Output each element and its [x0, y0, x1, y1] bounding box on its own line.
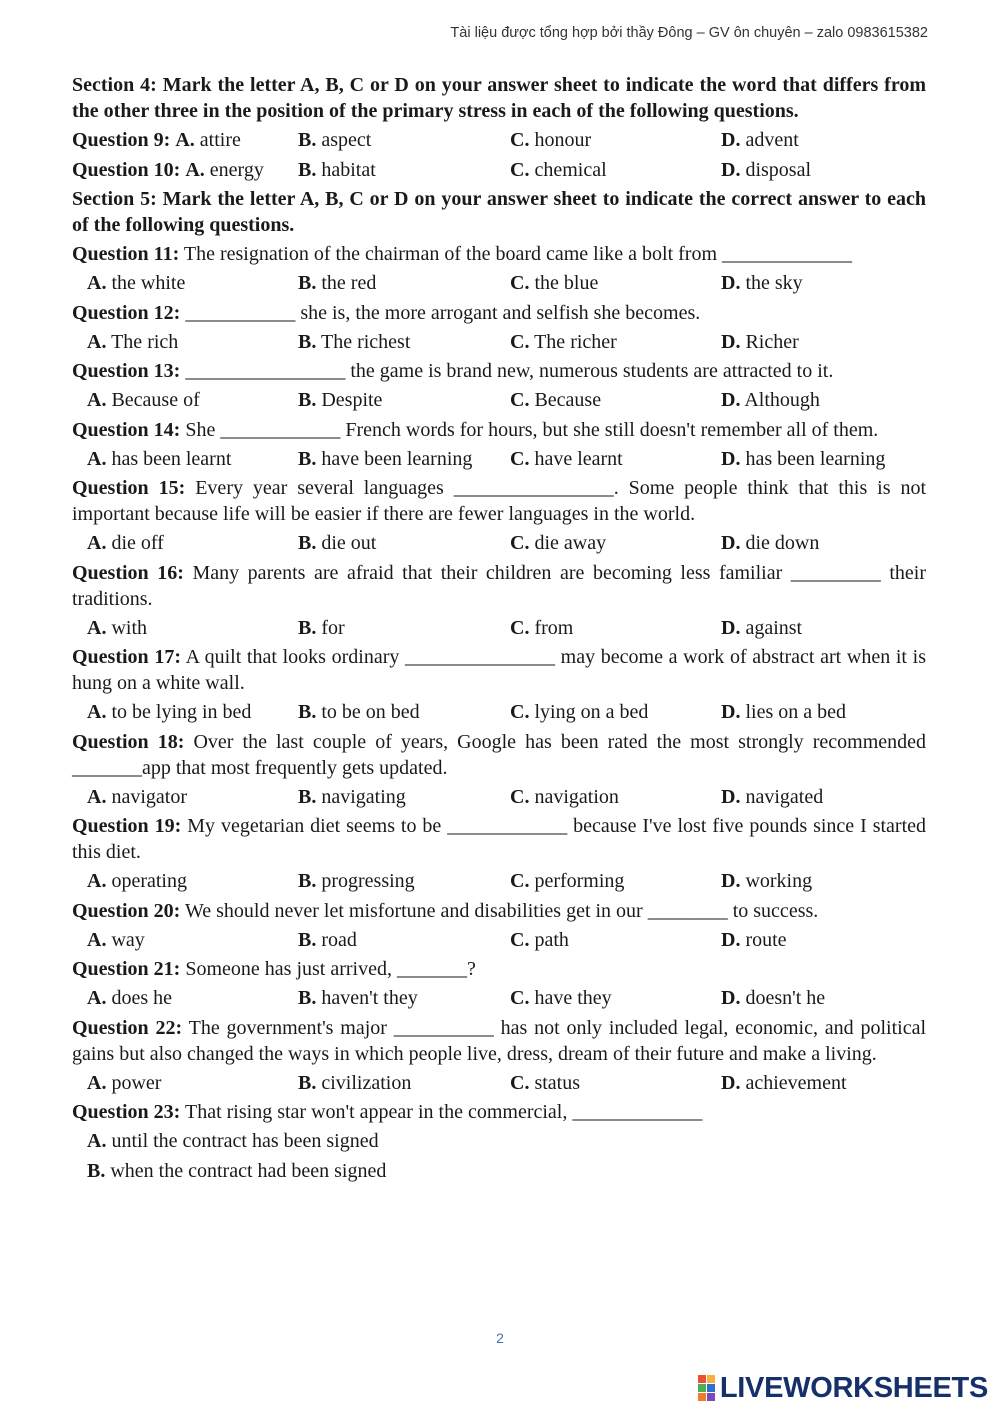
option-letter: C.: [510, 447, 530, 470]
question-19-option-c[interactable]: [510, 868, 624, 894]
option-text: habitat: [321, 158, 376, 181]
question-22-stem: [72, 1015, 926, 1067]
option-letter: B.: [298, 272, 317, 294]
question-21-stem: [72, 956, 926, 982]
option-letter: B.: [298, 870, 317, 892]
option-letter: C.: [510, 1071, 530, 1094]
option-text: die down: [745, 532, 820, 554]
option-text: the sky: [745, 272, 803, 294]
option-text: with: [111, 616, 148, 639]
option-text: to be lying in bed: [111, 701, 252, 723]
option-text: lies on a bed: [745, 701, 846, 723]
option-letter: C.: [510, 272, 530, 294]
option-text: die away: [534, 532, 607, 554]
option-text: achievement: [745, 1071, 847, 1094]
option-text: The richer: [534, 330, 617, 353]
option-letter: A.: [87, 330, 107, 353]
option-text: advent: [745, 129, 799, 151]
option-text: working: [745, 870, 813, 892]
question-12-options: [72, 329, 926, 355]
question-17-option-a[interactable]: [87, 699, 251, 725]
option-text: the blue: [534, 272, 599, 294]
option-letter: D.: [721, 1071, 741, 1094]
question-21-option-b[interactable]: [298, 985, 418, 1011]
option-text: energy: [209, 158, 264, 181]
option-text: haven't they: [321, 987, 418, 1009]
logo-tile: [707, 1375, 715, 1383]
question-15-option-c[interactable]: [510, 530, 606, 556]
question-22-option-b[interactable]: [298, 1070, 411, 1096]
question-12-option-a[interactable]: [87, 329, 178, 355]
question-label: Question 22:: [72, 1016, 183, 1039]
option-text: die off: [111, 532, 164, 554]
option-letter: A.: [87, 616, 107, 639]
option-letter: B.: [298, 701, 317, 723]
option-letter: B.: [298, 129, 317, 151]
option-letter: A.: [87, 532, 107, 554]
option-letter: A.: [87, 1130, 107, 1152]
question-18-option-c[interactable]: [510, 784, 619, 810]
question-17-option-b[interactable]: [298, 699, 420, 725]
question-20-option-c[interactable]: [510, 927, 569, 953]
option-letter: A.: [175, 129, 195, 151]
option-letter: D.: [721, 928, 741, 951]
question-text: Every year several languages ________________. Some people think that this is not important because life will be easier if there are fewer languages in the world.: [72, 477, 926, 525]
section-5-title: Section 5: Mark the letter A, B, C or D on your answer sheet to indicate the correct answer to each of the following questions.: [72, 188, 926, 236]
question-20-option-a[interactable]: [87, 927, 145, 953]
question-22-option-d[interactable]: [721, 1070, 847, 1096]
question-list: [72, 241, 926, 1096]
question-11-option-a[interactable]: [87, 270, 185, 296]
worksheet-content: [72, 72, 926, 1187]
option-text: aspect: [321, 129, 372, 151]
question-18-option-d[interactable]: [721, 784, 823, 810]
question-12-option-c[interactable]: [510, 329, 617, 355]
option-letter: D.: [721, 616, 741, 639]
logo-tile: [707, 1393, 715, 1401]
option-letter: A.: [87, 928, 107, 951]
option-letter: B.: [298, 928, 317, 951]
question-17-options: [72, 699, 926, 725]
question-14-options: [72, 446, 926, 472]
question-label: Question 13:: [72, 360, 181, 382]
option-letter: B.: [87, 1159, 106, 1182]
question-label: Question 14:: [72, 418, 181, 441]
option-text: navigated: [745, 785, 824, 808]
question-12-stem: [72, 300, 926, 326]
option-text: The rich: [111, 330, 179, 353]
option-letter: D.: [721, 785, 741, 808]
question-text: ________________ the game is brand new, numerous students are attracted to it.: [185, 360, 834, 382]
option-letter: A.: [87, 389, 107, 411]
option-text: when the contract had been signed: [110, 1159, 387, 1182]
option-letter: D.: [721, 158, 741, 181]
option-text: path: [534, 928, 569, 951]
option-text: Because: [534, 389, 602, 411]
option-letter: D.: [721, 447, 741, 470]
question-13-options: [72, 387, 926, 413]
option-letter: D.: [721, 129, 741, 151]
option-letter: A.: [87, 1071, 107, 1094]
question-label: Question 21:: [72, 958, 181, 980]
question-10-row: [72, 157, 926, 183]
question-text: Many parents are afraid that their children are becoming less familiar _________ their traditions.: [72, 561, 927, 610]
option-letter: D.: [721, 701, 741, 723]
question-label: Question 16:: [72, 561, 184, 584]
question-16-option-d[interactable]: [721, 615, 802, 641]
question-23-option-b[interactable]: [87, 1158, 926, 1184]
option-text: from: [534, 616, 574, 639]
option-text: power: [111, 1071, 162, 1094]
option-text: operating: [111, 870, 187, 892]
option-letter: C.: [510, 616, 530, 639]
option-letter: B.: [298, 616, 317, 639]
option-letter: B.: [298, 987, 317, 1009]
question-16-option-c[interactable]: [510, 615, 573, 641]
option-text: lying on a bed: [534, 701, 649, 723]
logo-tile: [698, 1393, 706, 1401]
question-13-stem: [72, 358, 926, 384]
question-17-stem: [72, 644, 926, 696]
option-letter: C.: [510, 987, 530, 1009]
question-15-option-a[interactable]: [87, 530, 164, 556]
option-text: have been learning: [321, 447, 473, 470]
question-17-option-d[interactable]: [721, 699, 846, 725]
liveworksheets-logo: [698, 1373, 988, 1403]
question-label: Question 11:: [72, 243, 180, 265]
option-letter: B.: [298, 447, 317, 470]
option-text: for: [321, 616, 345, 639]
question-label: Question 9:: [72, 129, 171, 151]
question-label: Question 15:: [72, 477, 186, 499]
option-text: against: [745, 616, 803, 639]
question-10-option-b[interactable]: [298, 157, 376, 183]
question-21-option-d[interactable]: [721, 985, 825, 1011]
question-22-option-a[interactable]: [87, 1070, 161, 1096]
option-letter: D.: [721, 272, 741, 294]
question-19-option-d[interactable]: [721, 868, 812, 894]
question-11-stem: [72, 241, 926, 267]
option-letter: B.: [298, 532, 317, 554]
option-letter: C.: [510, 785, 530, 808]
liveworksheets-logo-text: LIVEWORKSHEETS: [719, 1371, 988, 1404]
question-19-options: [72, 868, 926, 894]
option-letter: C.: [510, 928, 530, 951]
option-letter: C.: [510, 389, 530, 411]
option-text: has been learnt: [111, 447, 232, 470]
option-letter: A.: [87, 447, 107, 470]
question-9-row: [72, 127, 926, 153]
question-19-stem: [72, 813, 926, 865]
question-13-option-d[interactable]: [721, 387, 820, 413]
question-text: The government's major __________ has not only included legal, economic, and political gains but also changed the ways in which people live, dress, dream of their future and make a living.: [72, 1016, 927, 1065]
question-text: Someone has just arrived, _______?: [185, 958, 476, 980]
question-15-options: [72, 530, 926, 556]
option-text: have learnt: [534, 447, 623, 470]
question-15-stem: [72, 475, 926, 527]
option-text: way: [111, 928, 145, 951]
option-letter: D.: [721, 330, 741, 353]
option-letter: C.: [510, 701, 530, 723]
option-text: Despite: [321, 389, 383, 411]
question-10-option-a[interactable]: [72, 157, 264, 183]
question-text: My vegetarian diet seems to be ____________ because I've lost five pounds since I started this diet.: [72, 815, 927, 863]
question-11-options: [72, 270, 926, 296]
option-text: The richest: [320, 330, 411, 353]
question-20-option-b[interactable]: [298, 927, 357, 953]
question-label: Question 23:: [72, 1101, 181, 1123]
question-text: ___________ she is, the more arrogant and selfish she becomes.: [185, 301, 701, 324]
option-text: status: [534, 1071, 581, 1094]
logo-tile: [698, 1375, 706, 1383]
question-text: A quilt that looks ordinary _______________ may become a work of abstract art when it is hung on a white wall.: [72, 646, 926, 694]
option-text: the white: [111, 272, 186, 294]
page-number: 2: [496, 1330, 504, 1346]
question-20-stem: [72, 898, 926, 924]
question-label: Question 17:: [72, 646, 182, 668]
question-9-option-d[interactable]: [721, 127, 799, 153]
question-11-option-d[interactable]: [721, 270, 803, 296]
question-18-options: [72, 784, 926, 810]
question-15-option-b[interactable]: [298, 530, 376, 556]
option-letter: B.: [298, 389, 317, 411]
question-14-stem: [72, 417, 926, 443]
question-21-option-c[interactable]: [510, 985, 612, 1011]
option-letter: A.: [87, 701, 107, 723]
option-text: navigator: [111, 785, 187, 808]
question-label: Question 12:: [72, 301, 181, 324]
question-text: That rising star won't appear in the commercial, _____________: [184, 1101, 703, 1123]
logo-tile: [698, 1384, 706, 1392]
question-22-options: [72, 1070, 926, 1096]
question-19-option-a[interactable]: [87, 868, 187, 894]
option-letter: B.: [298, 330, 317, 353]
option-text: road: [321, 928, 357, 951]
option-text: honour: [534, 129, 592, 151]
option-letter: A.: [87, 870, 107, 892]
question-13-option-a[interactable]: [87, 387, 200, 413]
question-20-options: [72, 927, 926, 953]
option-text: the red: [321, 272, 377, 294]
section-4-title: Section 4: Mark the letter A, B, C or D on your answer sheet to indicate the word that differs from the other three in the position of the primary stress in each of the following questions.: [72, 74, 926, 122]
option-text: navigating: [321, 785, 406, 808]
option-letter: D.: [721, 532, 741, 554]
question-16-option-a[interactable]: [87, 615, 147, 641]
option-letter: A.: [87, 987, 107, 1009]
option-text: route: [745, 928, 787, 951]
question-text: We should never let misfortune and disabilities get in our ________ to success.: [184, 899, 819, 922]
option-letter: D.: [721, 870, 741, 892]
question-15-option-d[interactable]: [721, 530, 819, 556]
logo-tile: [707, 1384, 715, 1392]
option-text: progressing: [321, 870, 415, 892]
option-letter: D.: [721, 987, 741, 1009]
question-12-option-b[interactable]: [298, 329, 410, 355]
question-16-stem: [72, 560, 926, 612]
option-text: Richer: [745, 330, 799, 353]
question-23-stem: [72, 1099, 926, 1125]
question-18-option-a[interactable]: [87, 784, 187, 810]
option-letter: C.: [510, 870, 530, 892]
option-letter: C.: [510, 330, 530, 353]
question-14-option-c[interactable]: [510, 446, 623, 472]
option-letter: A.: [87, 785, 107, 808]
option-letter: D.: [721, 389, 741, 411]
question-18-stem: [72, 729, 926, 781]
option-letter: C.: [510, 129, 530, 151]
question-9-option-a[interactable]: [72, 127, 241, 153]
option-text: civilization: [321, 1071, 412, 1094]
question-18-option-b[interactable]: [298, 784, 406, 810]
option-text: has been learning: [745, 447, 886, 470]
question-text: Over the last couple of years, Google has been rated the most strongly recommended _______app that most frequently gets updated.: [72, 730, 926, 779]
question-21-options: [72, 985, 926, 1011]
question-label: Question 10:: [72, 158, 181, 181]
option-text: Although: [744, 389, 820, 411]
document-header: Tài liệu được tổng hợp bởi thầy Đông – GV ôn chuyên – zalo 0983615382: [450, 25, 928, 41]
question-22-option-c[interactable]: [510, 1070, 580, 1096]
option-text: attire: [199, 129, 241, 151]
question-16-option-b[interactable]: [298, 615, 345, 641]
option-text: performing: [534, 870, 625, 892]
option-text: chemical: [534, 158, 607, 181]
question-14-option-a[interactable]: [87, 446, 231, 472]
option-text: until the contract has been signed: [111, 1130, 379, 1152]
option-letter: A.: [185, 158, 205, 181]
question-17-option-c[interactable]: [510, 699, 648, 725]
question-13-option-c[interactable]: [510, 387, 601, 413]
question-21-option-a[interactable]: [87, 985, 172, 1011]
question-14-option-d[interactable]: [721, 446, 885, 472]
question-text: The resignation of the chairman of the board came like a bolt from _____________: [183, 243, 853, 265]
option-text: navigation: [534, 785, 619, 808]
option-letter: C.: [510, 532, 530, 554]
option-text: does he: [111, 987, 172, 1009]
question-10-option-c[interactable]: [510, 157, 607, 183]
option-text: have they: [534, 987, 612, 1009]
question-9-option-c[interactable]: [510, 127, 591, 153]
question-10-option-d[interactable]: [721, 157, 811, 183]
question-19-option-b[interactable]: [298, 868, 415, 894]
option-text: to be on bed: [321, 701, 420, 723]
question-label: Question 20:: [72, 899, 181, 922]
question-16-options: [72, 615, 926, 641]
question-11-option-c[interactable]: [510, 270, 598, 296]
question-text: She ____________ French words for hours, but she still doesn't remember all of them.: [185, 418, 879, 441]
question-label: Question 18:: [72, 730, 185, 753]
question-9-option-b[interactable]: [298, 127, 371, 153]
option-letter: B.: [298, 785, 317, 808]
option-text: Because of: [111, 389, 200, 411]
option-letter: A.: [87, 272, 107, 294]
option-letter: B.: [298, 1071, 317, 1094]
option-letter: C.: [510, 158, 530, 181]
option-text: doesn't he: [745, 987, 826, 1009]
question-13-option-b[interactable]: [298, 387, 382, 413]
option-text: disposal: [745, 158, 812, 181]
liveworksheets-logo-icon: [698, 1375, 715, 1401]
question-12-option-d[interactable]: [721, 329, 799, 355]
question-14-option-b[interactable]: [298, 446, 472, 472]
question-20-option-d[interactable]: [721, 927, 787, 953]
question-11-option-b[interactable]: [298, 270, 376, 296]
question-label: Question 19:: [72, 815, 182, 837]
option-letter: B.: [298, 158, 317, 181]
option-text: die out: [321, 532, 377, 554]
question-23-option-a[interactable]: [87, 1128, 926, 1154]
